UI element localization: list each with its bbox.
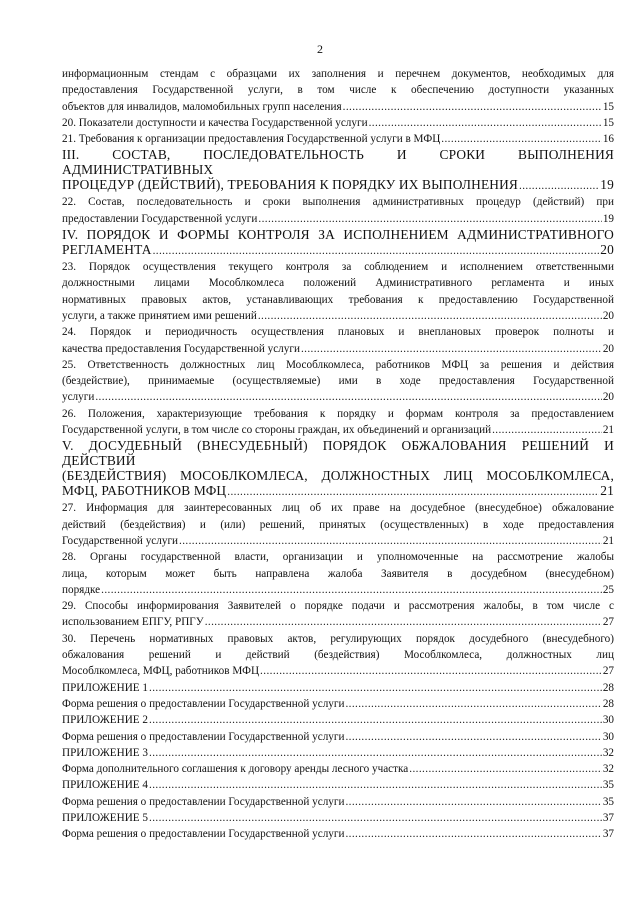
toc-page-number: 21 (602, 534, 614, 547)
toc-entry[interactable] (62, 131, 614, 147)
toc-page-number: 28 (602, 697, 614, 710)
table-of-contents (62, 66, 614, 843)
dot-leader (153, 242, 600, 259)
toc-entry-line: 28. Органы государственной власти, организации и уполномоченные на рассмотрение жалобы (62, 551, 614, 564)
toc-entry-line: 27. Информация для заинтересованных лиц об их праве на досудебное (внесудебное) обжалование (62, 502, 614, 515)
toc-entry[interactable] (62, 598, 614, 631)
dot-leader (179, 533, 602, 549)
toc-entry[interactable] (62, 777, 614, 793)
toc-page-number: 20 (600, 242, 614, 258)
toc-entry-title: РЕГЛАМЕНТА (62, 242, 152, 258)
toc-page-number: 21 (602, 424, 614, 437)
toc-entry-title: услуги, а также принятием ими решений (62, 309, 257, 322)
toc-page-number: 20 (602, 342, 614, 355)
toc-entry-line: нормативных правовых актов, устанавливающих требования к предоставлению Государственной (62, 293, 614, 306)
toc-page-number: 15 (602, 116, 614, 129)
toc-entry-title: использованием ЕПГУ, РПГУ (62, 616, 204, 629)
toc-page-number: 15 (602, 100, 614, 113)
dot-leader (260, 663, 602, 679)
toc-page-number: 16 (602, 133, 614, 146)
toc-page-number: 21 (600, 483, 614, 499)
dot-leader (149, 777, 602, 793)
toc-entry-line: информационным стендам с образцами их заполнения и перечнем документов, необходимых для (62, 68, 614, 80)
toc-entry[interactable] (62, 66, 614, 115)
toc-entry[interactable] (62, 194, 614, 227)
toc-entry-title: Форма решения о предоставлении Государственной услуги (62, 795, 345, 808)
toc-page-number: 32 (602, 746, 614, 759)
toc-entry-title: предоставлении Государственной услуги (62, 212, 258, 225)
dot-leader (345, 696, 601, 712)
toc-entry-title: Форма дополнительного соглашения к договору аренды лесного участка (62, 763, 409, 776)
toc-entry-line: (бездействие), принимаемые (осуществляемые) ими в ходе предоставления Государственной (62, 375, 614, 388)
toc-page-number: 20 (602, 309, 614, 322)
toc-entry-title: услуги (62, 391, 95, 404)
toc-entry[interactable] (62, 761, 614, 777)
toc-page-number: 28 (602, 681, 614, 694)
toc-entry-title: Форма решения о предоставлении Государственной услуги (62, 730, 345, 743)
toc-page-number: 37 (602, 811, 614, 824)
toc-entry-title: Форма решения о предоставлении Государственной услуги (62, 697, 345, 710)
toc-entry-title: ПРИЛОЖЕНИЕ 3 (62, 746, 149, 759)
toc-entry[interactable] (62, 259, 614, 324)
dot-leader (345, 794, 601, 810)
dot-leader (258, 211, 601, 227)
toc-page-number: 27 (602, 616, 614, 629)
toc-entry-line: III. СОСТАВ, ПОСЛЕДОВАТЕЛЬНОСТЬ И СРОКИ ВЫПОЛНЕНИЯ АДМИНИСТРАТИВНЫХ (62, 147, 614, 178)
dot-leader (345, 826, 601, 842)
toc-entry[interactable] (62, 712, 614, 728)
dot-leader (343, 99, 602, 115)
toc-entry-line: предоставления Государственной услуги, в том числе к обеспечению доступности указанных (62, 84, 614, 97)
toc-entry[interactable] (62, 438, 614, 500)
toc-entry-line: 30. Перечень нормативных правовых актов, регулирующих порядок досудебного (внесудебного) (62, 632, 614, 645)
toc-entry-title: ПРИЛОЖЕНИЕ 5 (62, 811, 149, 824)
dot-leader (149, 810, 602, 826)
toc-entry-title: качества предоставления Государственной услуги (62, 342, 300, 355)
dot-leader (95, 389, 602, 405)
toc-entry-title: МФЦ, РАБОТНИКОВ МФЦ (62, 483, 227, 499)
dot-leader (345, 729, 601, 745)
toc-entry-line: 24. Порядок и периодичность осуществления плановых и внеплановых проверок полноты и (62, 326, 614, 339)
toc-entry-line: 23. Порядок осуществления текущего контроля за соблюдением и исполнением ответственными (62, 261, 614, 274)
toc-entry-line: должностными лицами Мособлкомлеса положений Административного регламента и иных (62, 277, 614, 290)
toc-entry[interactable] (62, 549, 614, 598)
toc-page-number: 25 (602, 583, 614, 596)
toc-entry-title: ПРИЛОЖЕНИЕ 4 (62, 779, 149, 792)
toc-page-number: 27 (602, 665, 614, 678)
toc-entry-title: 21. Требования к организации предоставления Государственной услуги в МФЦ (62, 133, 441, 146)
toc-page-number: 30 (602, 714, 614, 727)
toc-entry-line: IV. ПОРЯДОК И ФОРМЫ КОНТРОЛЯ ЗА ИСПОЛНЕНИЕМ АДМИНИСТРАТИВНОГО (62, 227, 614, 243)
toc-entry[interactable] (62, 794, 614, 810)
toc-page-number: 32 (602, 763, 614, 776)
toc-entry[interactable] (62, 680, 614, 696)
toc-entry-line: обжалования решений и действий (бездействия) Мособлкомлеса, должностных лиц (62, 649, 614, 662)
dot-leader (492, 422, 602, 438)
toc-entry[interactable] (62, 729, 614, 745)
dot-leader (258, 308, 602, 324)
toc-entry[interactable] (62, 357, 614, 406)
dot-leader (227, 483, 599, 500)
toc-page-number: 20 (602, 391, 614, 404)
dot-leader (409, 761, 602, 777)
toc-entry-title: ПРИЛОЖЕНИЕ 2 (62, 714, 149, 727)
toc-entry-line: 22. Состав, последовательность и сроки выполнения административных процедур (действий) при (62, 196, 614, 209)
toc-entry-line: лица, которым может быть направлена жалоба Заявителя в досудебном (внесудебном) (62, 567, 614, 580)
toc-page-number: 19 (600, 177, 614, 193)
toc-entry-line: 29. Способы информирования Заявителей о порядке подачи и рассмотрения жалобы, в том числе с (62, 600, 614, 613)
dot-leader (149, 745, 602, 761)
toc-entry[interactable] (62, 147, 614, 194)
dot-leader (149, 712, 602, 728)
toc-entry-title: объектов для инвалидов, маломобильных групп населения (62, 100, 342, 113)
toc-entry-title: ПРОЦЕДУР (ДЕЙСТВИЙ), ТРЕБОВАНИЯ К ПОРЯДКУ ИХ ВЫПОЛНЕНИЯ (62, 177, 519, 193)
dot-leader (101, 582, 602, 598)
toc-entry-line: действий (бездействия) и (или) решений, принятых (осуществленных) в ходе предоставления (62, 518, 614, 531)
toc-entry[interactable] (62, 745, 614, 761)
dot-leader (369, 115, 602, 131)
toc-entry[interactable] (62, 696, 614, 712)
dot-leader (441, 131, 602, 147)
toc-entry-line: 25. Ответственность должностных лиц Мособлкомлеса, работников МФЦ за решения и действия (62, 358, 614, 371)
dot-leader (149, 680, 602, 696)
toc-page-number: 35 (602, 795, 614, 808)
toc-entry-title: порядке (62, 583, 101, 596)
toc-entry-title: Форма решения о предоставлении Государственной услуги (62, 828, 345, 841)
toc-entry[interactable] (62, 500, 614, 549)
toc-entry-title: Мособлкомлеса, МФЦ, работников МФЦ (62, 665, 260, 678)
toc-entry-title: 20. Показатели доступности и качества Государственной услуги (62, 116, 368, 129)
toc-page-number: 30 (602, 730, 614, 743)
dot-leader (519, 177, 599, 194)
toc-entry[interactable] (62, 227, 614, 259)
toc-entry-title: Государственной услуги, в том числе со стороны граждан, их объединений и организаций (62, 424, 492, 437)
toc-entry[interactable] (62, 810, 614, 826)
toc-entry[interactable] (62, 406, 614, 439)
toc-entry[interactable] (62, 115, 614, 131)
toc-entry-title: Государственной услуги (62, 534, 179, 547)
toc-entry-line: (БЕЗДЕЙСТВИЯ) МОСОБЛКОМЛЕСА, ДОЛЖНОСТНЫХ ЛИЦ МОСОБЛКОМЛЕСА, (62, 468, 614, 484)
toc-entry-line: V. ДОСУДЕБНЫЙ (ВНЕСУДЕБНЫЙ) ПОРЯДОК ОБЖАЛОВАНИЯ РЕШЕНИЙ И ДЕЙСТВИЙ (62, 438, 614, 469)
page-number: 2 (317, 42, 323, 56)
toc-page-number: 37 (602, 828, 614, 841)
toc-page-number: 35 (602, 779, 614, 792)
toc-entry[interactable] (62, 324, 614, 357)
toc-entry[interactable] (62, 826, 614, 842)
dot-leader (205, 614, 602, 630)
toc-entry-line: 26. Положения, характеризующие требования к порядку и формам контроля за предоставлением (62, 407, 614, 420)
toc-entry[interactable] (62, 631, 614, 680)
toc-page-number: 19 (602, 212, 614, 225)
dot-leader (301, 341, 602, 357)
toc-entry-title: ПРИЛОЖЕНИЕ 1 (62, 681, 149, 694)
